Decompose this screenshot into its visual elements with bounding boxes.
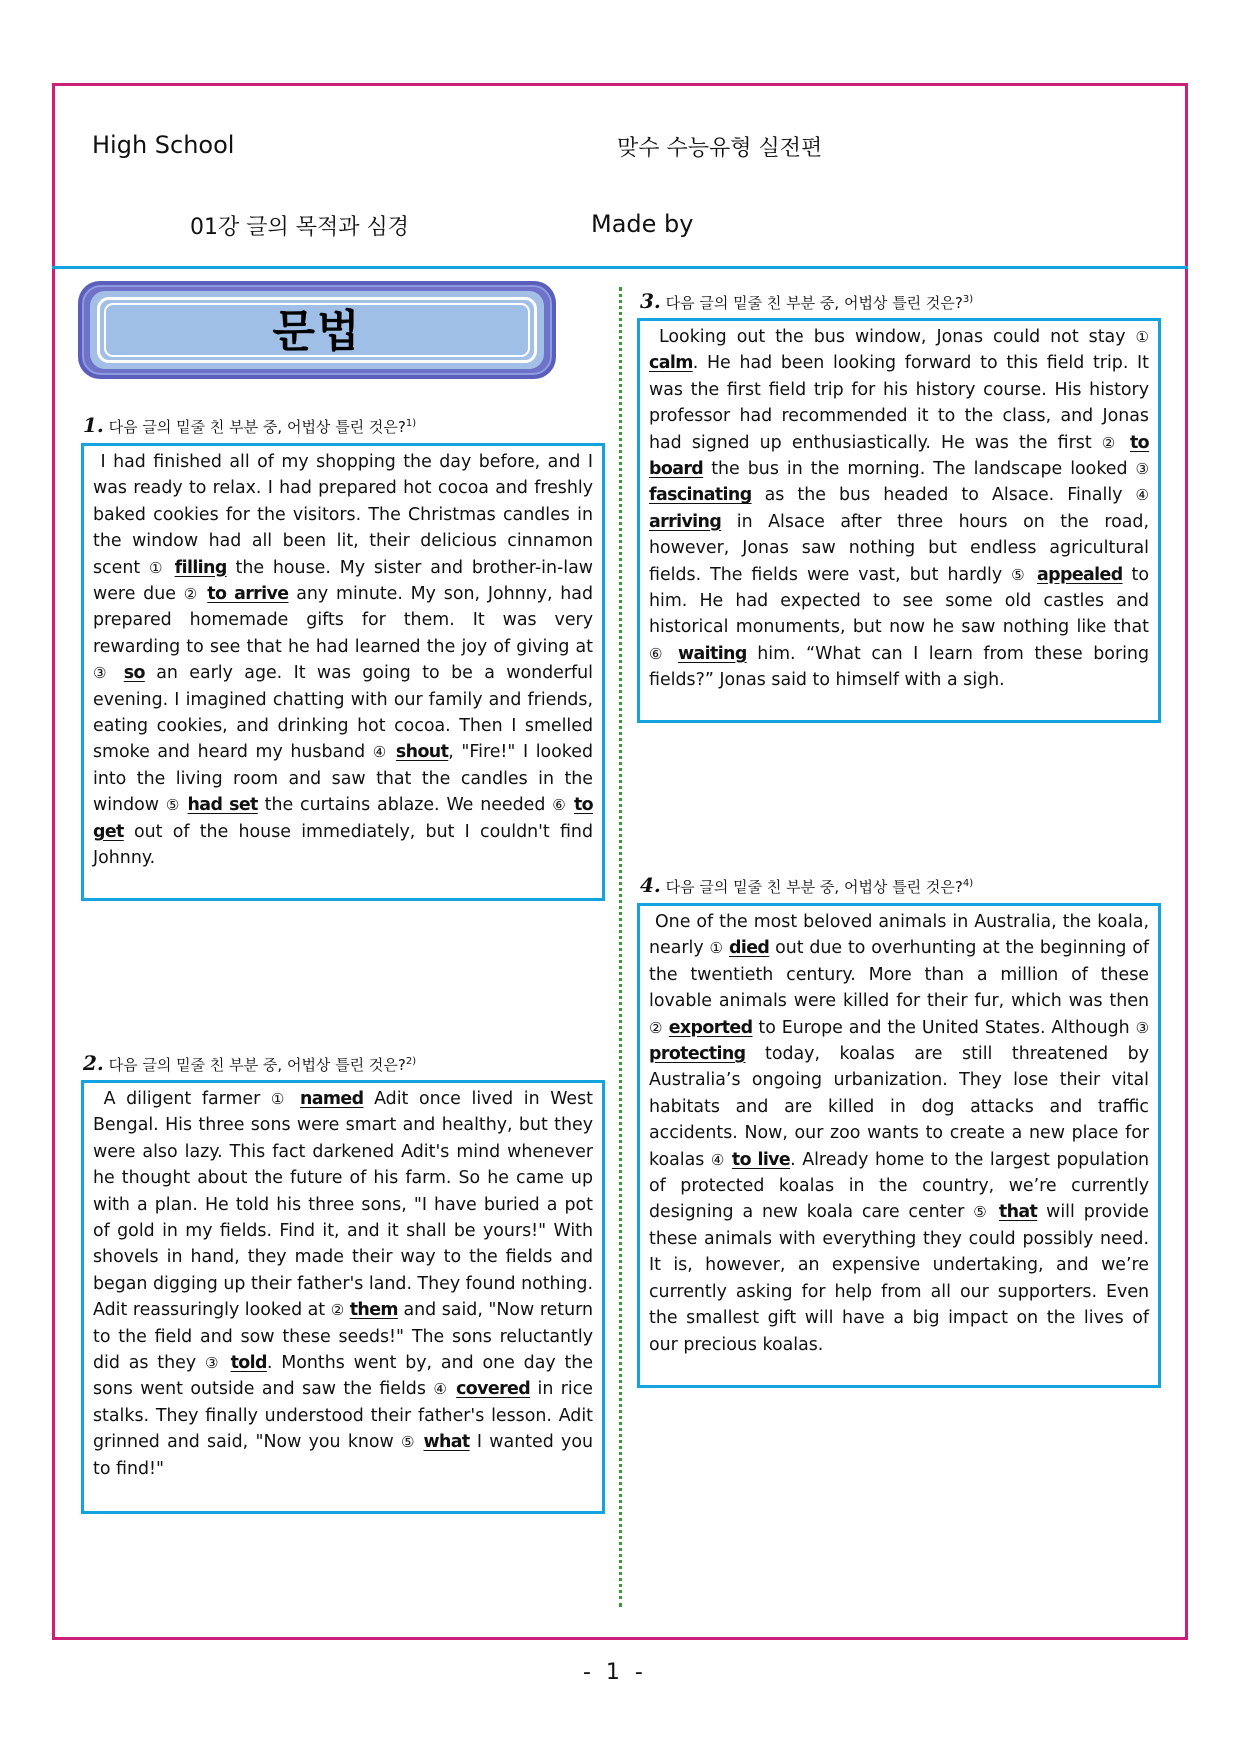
passage-text [289, 1089, 300, 1109]
question-3-heading [640, 289, 973, 313]
choice-marker: ③ [1135, 460, 1149, 479]
passage-text: I wanted you to find!" [93, 1432, 593, 1479]
question-4-heading [640, 873, 973, 897]
underlined-choice: filling [174, 557, 227, 578]
passage-text: out due to overhunting at the beginning of the twentieth century. More than a million of these lovable animals were killed for their fur, which was then [649, 938, 1150, 1012]
choice-marker: ④ [710, 1150, 726, 1169]
header-level: High School [92, 131, 235, 159]
footnote-ref: 2) [405, 1056, 417, 1067]
question-prompt: 다음 글의 밑줄 친 부분 중, 어법상 틀린 것은? [665, 878, 963, 896]
choice-marker: ⑤ [973, 1203, 991, 1222]
passage-text: to him. He had expected to see some old castles and historical monuments, but now he saw nothing like that [649, 564, 1149, 638]
underlined-choice: so [123, 663, 145, 684]
section-title: 문법 [272, 306, 362, 357]
question-2-heading [83, 1051, 416, 1075]
passage-text: the curtains ablaze. We needed [257, 795, 553, 816]
question-number: 2. [83, 1051, 104, 1075]
underlined-choice: them [349, 1300, 398, 1321]
question-prompt: 다음 글의 밑줄 친 부분 중, 어법상 틀린 것은? [108, 1056, 406, 1074]
passage-text: A diligent farmer [93, 1089, 271, 1109]
underlined-choice: to arrive [207, 584, 289, 605]
passage-text [567, 795, 574, 815]
question-1-heading [83, 413, 416, 437]
underlined-choice: arriving [649, 511, 722, 532]
choice-marker: ③ [93, 664, 113, 683]
passage-text [1028, 565, 1037, 585]
choice-marker: ① [709, 939, 724, 958]
underlined-choice: to get [93, 795, 593, 842]
underlined-choice: appealed [1036, 564, 1123, 585]
underlined-choice: calm [649, 353, 693, 374]
page-number: - 1 - [583, 1660, 647, 1685]
underlined-choice: covered [456, 1379, 531, 1400]
choice-marker: ④ [372, 743, 389, 762]
passage-text [1120, 433, 1130, 453]
question-number: 4. [640, 873, 661, 897]
passage-text: the house. My sister and brother-in-law were due [93, 557, 593, 605]
choice-marker: ① [270, 1090, 290, 1108]
passage-text: One of the most beloved animals in Australia, the koala, nearly [649, 912, 1149, 959]
choice-marker: ② [183, 585, 200, 604]
underlined-choice: to live [731, 1149, 791, 1170]
choice-marker: ⑤ [401, 1433, 417, 1452]
passage-text: . He had been looking forward to this field trip. It was the first field trip for his history course. His history professor had recommended it to the class, and Jonas had signed up enthusiastically. He was the first [649, 353, 1149, 453]
choice-marker: ⑤ [165, 796, 181, 815]
choice-marker: ② [330, 1301, 345, 1320]
underlined-choice: named [299, 1089, 364, 1109]
passage-text [181, 795, 188, 815]
header-rule [52, 266, 1188, 269]
choice-marker: ⑥ [552, 796, 568, 815]
underlined-choice: had set [187, 795, 258, 816]
header-series: 맞수 수능유형 실전편 [617, 136, 823, 161]
passage-text [449, 1379, 456, 1399]
passage-text [667, 644, 678, 664]
passage-text: in Alsace after three hours on the road, however, Jonas saw nothing but endless agricultural fields. The fields were vast, but hardly [649, 511, 1149, 585]
passage-text [166, 558, 175, 578]
choice-marker: ① [149, 558, 166, 577]
passage-text [990, 1202, 999, 1222]
passage-text [112, 663, 123, 683]
passage-text: today, koalas are still threatened by Australia’s ongoing urbanization. They lose their vital habitats and are killed in dog attacks and traffic accidents. Now, our zoo wants to create a new place for koalas [649, 1044, 1149, 1170]
passage-text: . Months went by, and one day the sons went outside and saw the fields [93, 1353, 594, 1400]
passage-text [222, 1353, 231, 1373]
question-number: 1. [83, 413, 104, 437]
question-2-passage [81, 1080, 605, 1514]
passage-text: as the bus headed to Alsace. Finally [751, 485, 1136, 506]
passage-text: him. “What can I learn from these boring fields?” Jonas said to himself with a sigh. [649, 643, 1149, 691]
choice-marker: ④ [433, 1380, 449, 1399]
header-lesson: 01강 글의 목적과 심경 [190, 215, 409, 240]
passage-text: and said, "Now return to the field and sow these seeds!" The sons reluctantly did as they [93, 1300, 593, 1374]
passage-text: I had finished all of my shopping the day before, and I was ready to relax. I had prepared hot cocoa and freshly baked cookies for the visitors. The Christmas candles in the window had all been lit, their delicious cinnamon scent [93, 452, 593, 578]
passage-text: any minute. My son, Johnny, had prepared homemade gifts for them. It was very rewarding to see that he had learned the joy of giving at [93, 584, 593, 657]
choice-marker: ⑤ [1011, 565, 1029, 584]
passage-text: will provide these animals with everything they could possibly need. It is, however, an expensive undertaking, and we’re currently asking for help from all our supporters. Even the smallest gift will have a big impact on the lives of our precious koalas. [649, 1202, 1150, 1355]
passage-text: to Europe and the United States. Although [752, 1017, 1136, 1038]
passage-text: , "Fire!" I looked into the living room and saw that the candles in the window [93, 742, 594, 816]
question-prompt: 다음 글의 밑줄 친 부분 중, 어법상 틀린 것은? [665, 294, 963, 312]
underlined-choice: exported [668, 1017, 753, 1038]
choice-marker: ⑥ [649, 644, 668, 663]
passage-text: Looking out the bus window, Jonas could not stay [649, 327, 1136, 347]
choice-marker: ③ [204, 1354, 222, 1373]
footnote-ref: 3) [962, 294, 974, 305]
underlined-choice: protecting [649, 1044, 746, 1065]
question-3-passage [637, 318, 1161, 723]
passage-text: in rice stalks. They finally understood their father's lesson. Adit grinned and said, "Now you know [93, 1379, 594, 1453]
passage-text [416, 1432, 423, 1452]
choice-marker: ① [1135, 328, 1149, 346]
column-divider [619, 287, 622, 1607]
passage-text: out of the house immediately, but I couldn't find Johnny. [93, 821, 593, 869]
footnote-ref: 1) [405, 418, 417, 429]
choice-marker: ② [649, 1018, 663, 1037]
header-made-by: Made by [591, 210, 694, 238]
passage-text: Adit once lived in West Bengal. His three sons were smart and healthy, but they were also lazy. This fact darkened Adit's mind whenever he thought about the future of his farm. So he came up with a plan. He told his three sons, "I have buried a pot of gold in my fields. Find it, and it shall be yours!" With shovels in hand, they made their way to the fields and began digging up their father's land. They found nothing. Adit reassuringly looked at [93, 1089, 593, 1321]
underlined-choice: waiting [678, 643, 747, 664]
underlined-choice: told [230, 1353, 267, 1374]
question-4-passage [637, 903, 1161, 1388]
underlined-choice: that [998, 1202, 1038, 1223]
choice-marker: ② [1101, 433, 1120, 452]
underlined-choice: what [423, 1432, 470, 1453]
choice-marker: ③ [1135, 1018, 1150, 1037]
choice-marker: ④ [1135, 486, 1149, 505]
question-1-passage [81, 443, 605, 901]
underlined-choice: to board [649, 432, 1149, 480]
underlined-choice: fascinating [649, 485, 752, 506]
footnote-ref: 4) [962, 878, 974, 889]
passage-text [388, 742, 396, 762]
section-banner [78, 281, 556, 379]
passage-text: an early age. It was going to be a wonderful evening. I imagined chatting with our family and friends, eating cookies, and drinking hot cocoa. Then I smelled smoke and heard my husband [93, 663, 593, 763]
underlined-choice: died [729, 938, 770, 959]
question-prompt: 다음 글의 밑줄 친 부분 중, 어법상 틀린 것은? [108, 418, 406, 436]
question-number: 3. [640, 289, 661, 313]
passage-text: the bus in the morning. The landscape looked [703, 459, 1136, 480]
passage-text: . Already home to the largest population of protected koalas in the country, we’re currently designing a new koala care center [649, 1149, 1149, 1223]
underlined-choice: shout [395, 742, 449, 763]
